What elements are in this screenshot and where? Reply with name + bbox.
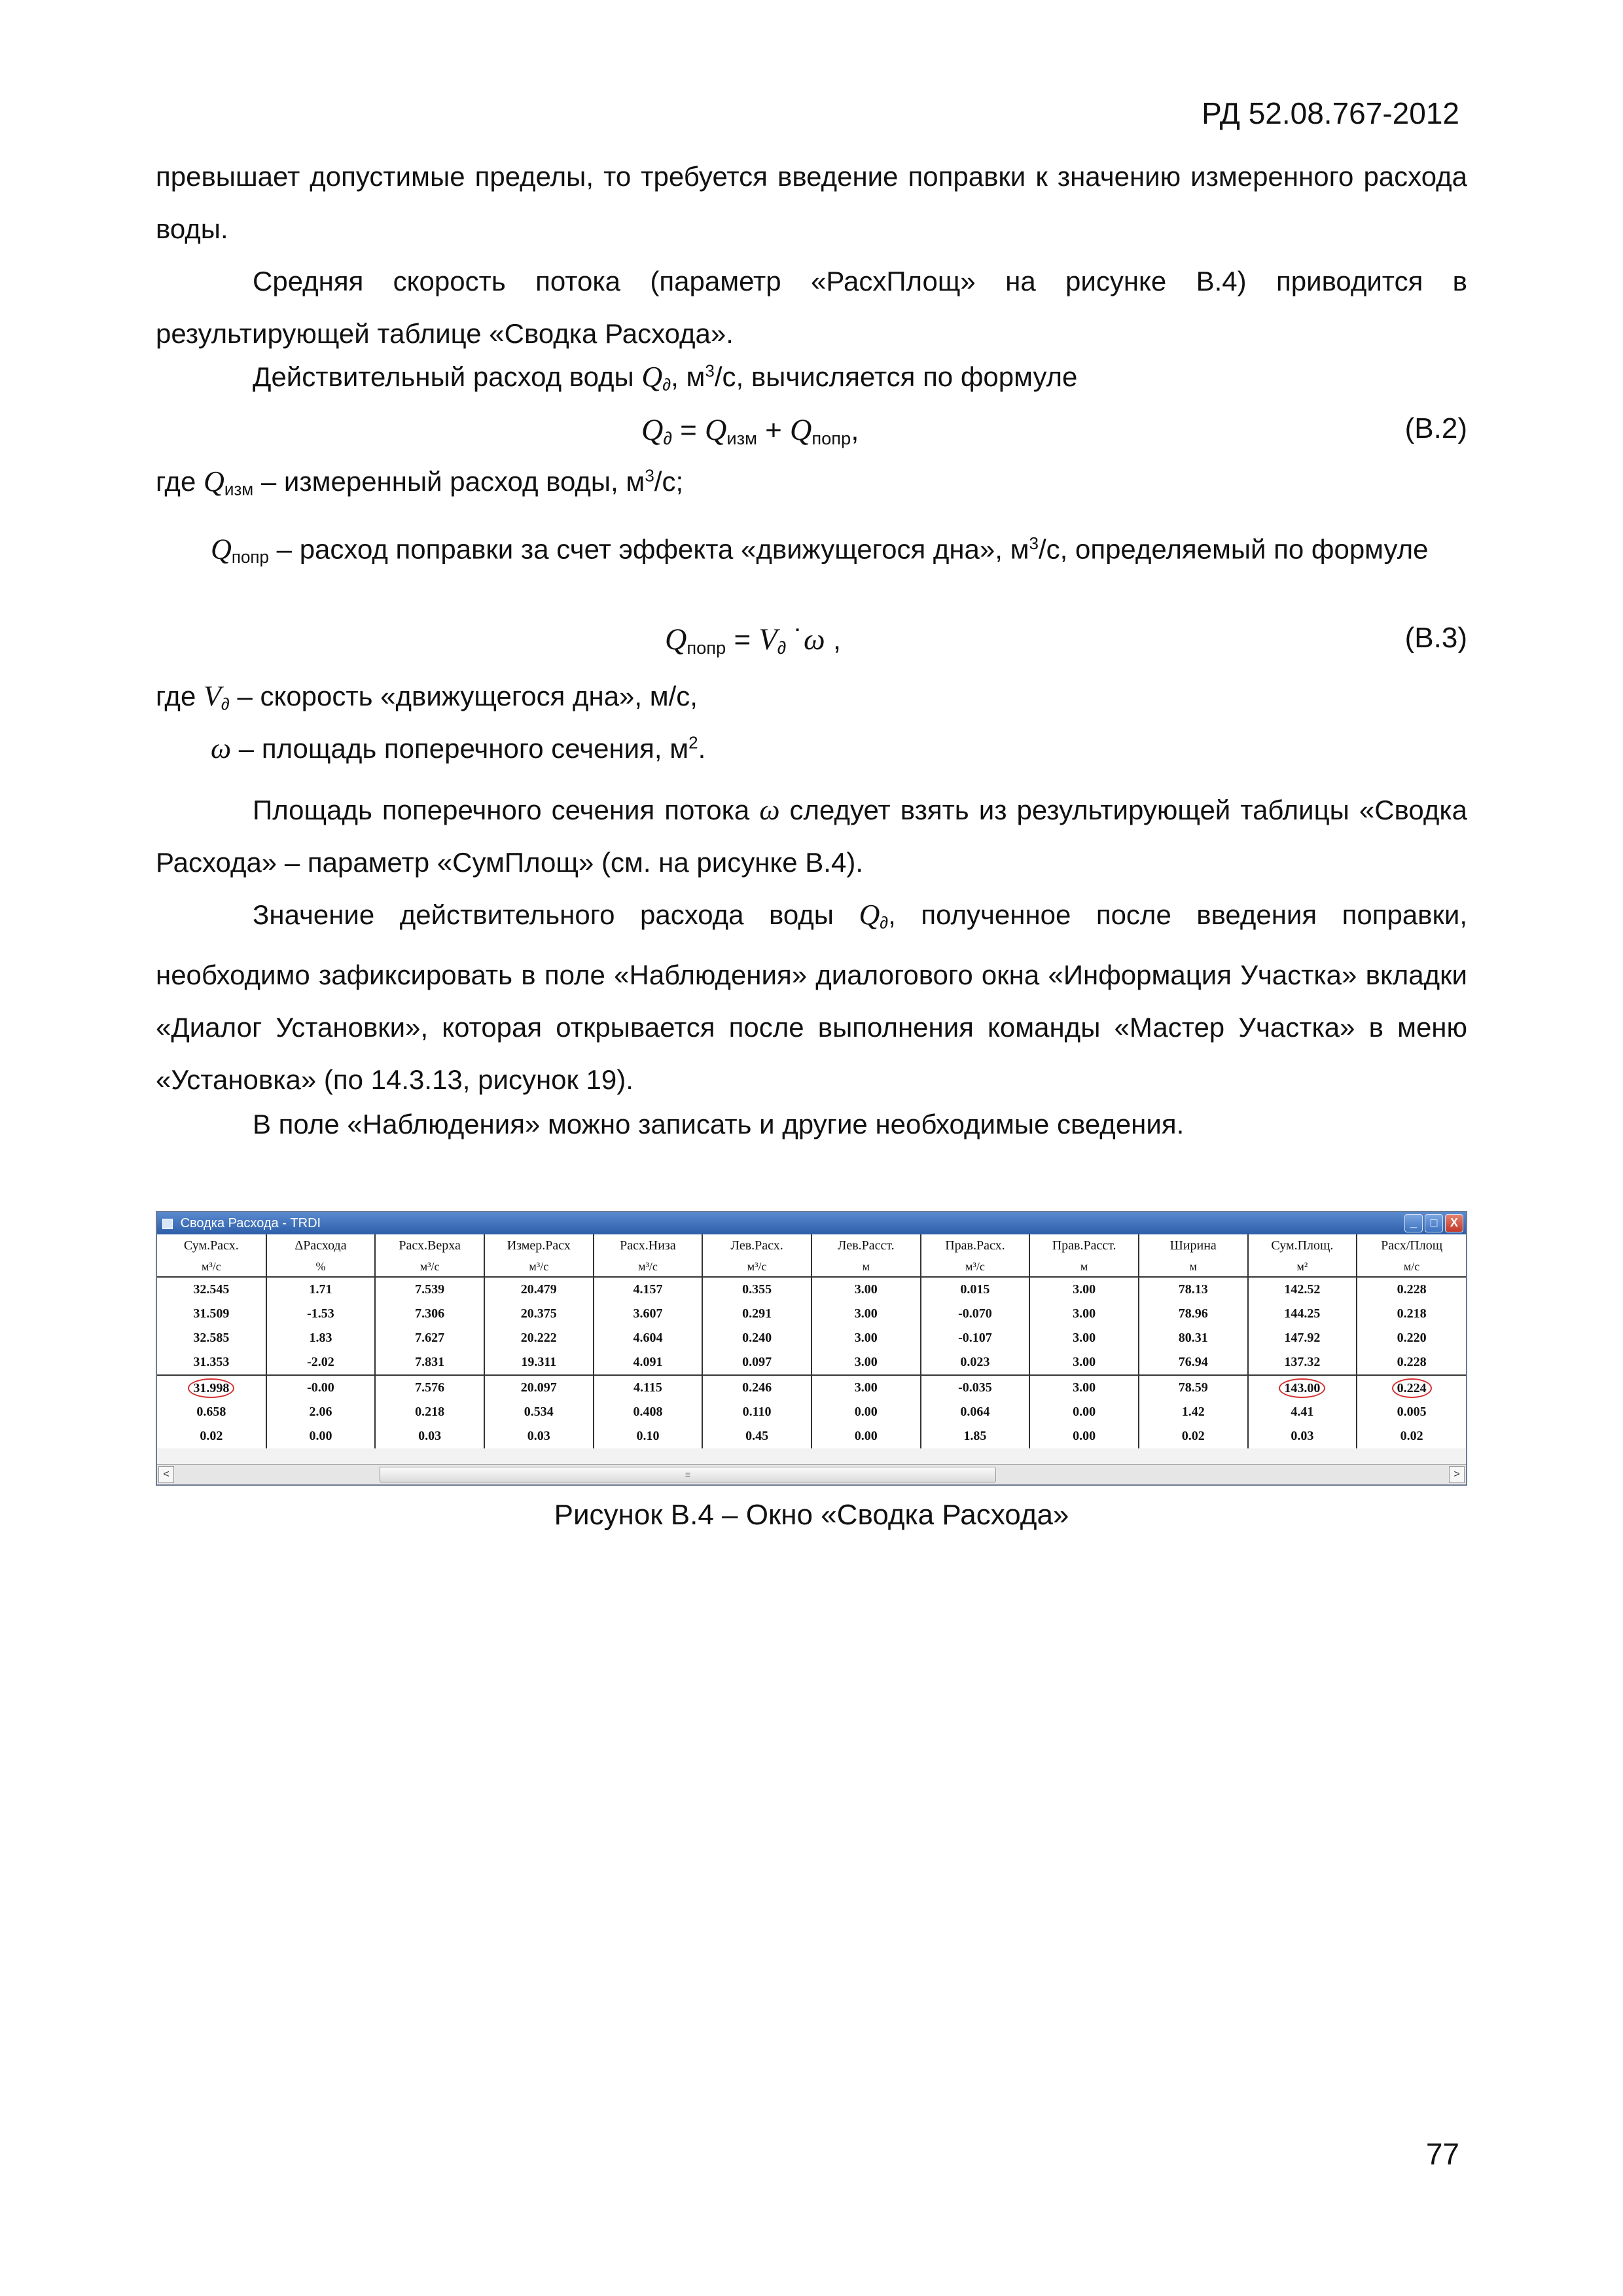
paragraph-1: превышает допустимые пределы, то требуется введение поправки к значению измеренного расхода воды.: [156, 161, 1467, 244]
table-cell: 3.00: [1029, 1375, 1139, 1400]
table-cell: 20.375: [484, 1302, 594, 1326]
table-cell: 19.311: [484, 1350, 594, 1375]
table-cell: 0.023: [921, 1350, 1030, 1375]
table-row: [157, 1277, 1466, 1302]
table-cell: 7.576: [375, 1375, 484, 1400]
table-cell: 0.291: [702, 1302, 812, 1326]
table-cell: 78.59: [1139, 1375, 1248, 1400]
column-unit: м³/с: [594, 1257, 703, 1277]
page-number: 77: [1425, 2137, 1459, 2171]
table-cell: 1.85: [921, 1424, 1030, 1448]
table-row: [157, 1424, 1466, 1448]
column-unit: м²: [1248, 1257, 1357, 1277]
table-cell: 78.96: [1139, 1302, 1248, 1326]
paragraph-2: Средняя скорость потока (параметр «РасхПлощ» на рисунке В.4) приводится в результирующей таблице «Сводка Расхода».: [156, 266, 1467, 349]
table-cell: 1.83: [266, 1326, 376, 1350]
table-cell: 0.00: [812, 1424, 921, 1448]
column-header: Сум.Площ.: [1248, 1234, 1357, 1257]
table-cell: 31.509: [193, 1306, 230, 1321]
column-header: ΔРасхода: [266, 1234, 376, 1257]
table-cell: -0.035: [921, 1375, 1030, 1400]
column-header: Измер.Расх: [484, 1234, 594, 1257]
table-row: [157, 1375, 1466, 1400]
table-cell: 0.064: [921, 1400, 1030, 1424]
window-titlebar[interactable]: [157, 1212, 1466, 1234]
table-cell: 3.00: [1029, 1326, 1139, 1350]
highlighted-value: 31.998: [188, 1378, 234, 1398]
column-unit: м³/с: [702, 1257, 812, 1277]
table-cell: 142.52: [1248, 1277, 1357, 1302]
header-row: [157, 1234, 1466, 1257]
table-cell: 80.31: [1139, 1326, 1248, 1350]
table-cell: 0.00: [1029, 1400, 1139, 1424]
column-header: Прав.Расх.: [921, 1234, 1030, 1257]
column-header: Лев.Расст.: [812, 1234, 921, 1257]
table-cell: 0.534: [484, 1400, 594, 1424]
column-header: Сум.Расх.: [183, 1238, 239, 1253]
table-cell: 144.25: [1248, 1302, 1357, 1326]
table-cell: 137.32: [1248, 1350, 1357, 1375]
table-cell: 0.408: [594, 1400, 703, 1424]
table-cell: 0.658: [196, 1405, 226, 1419]
paragraph-4: где $Q_{изм}$ – измеренный расход воды, $м^3/с$;: [156, 465, 684, 499]
horizontal-scrollbar[interactable]: [157, 1464, 1466, 1484]
table-cell: 0.218: [1357, 1302, 1466, 1326]
table-cell: -1.53: [266, 1302, 376, 1326]
units-row: [157, 1257, 1466, 1277]
column-unit: м: [1139, 1257, 1248, 1277]
column-unit: м³/с: [921, 1257, 1030, 1277]
table-cell: 0.005: [1357, 1400, 1466, 1424]
table-cell: 0.240: [702, 1326, 812, 1350]
table-cell: 76.94: [1139, 1350, 1248, 1375]
formula-b2-number: (В.2): [1404, 412, 1467, 444]
scroll-left-arrow-icon[interactable]: <: [158, 1466, 174, 1483]
table-cell: 7.306: [375, 1302, 484, 1326]
flow-summary-window: [156, 1211, 1467, 1486]
table-cell: 3.00: [1029, 1277, 1139, 1302]
formula-b3-number: (В.3): [1404, 622, 1467, 654]
table-cell: 3.00: [812, 1326, 921, 1350]
flow-summary-table: [157, 1234, 1466, 1448]
table-cell: -2.02: [266, 1350, 376, 1375]
table-cell: -0.00: [266, 1375, 376, 1400]
table-row: [157, 1326, 1466, 1350]
figure-caption: Рисунок В.4 – Окно «Сводка Расхода»: [554, 1499, 1069, 1531]
table-cell: 3.00: [812, 1277, 921, 1302]
table-cell: 20.097: [484, 1375, 594, 1400]
table-cell: [157, 1375, 266, 1400]
highlighted-value: 143.00: [1279, 1378, 1325, 1398]
table-row: [157, 1400, 1466, 1424]
scroll-grip-icon: ≡: [685, 1469, 691, 1480]
table-row: [157, 1350, 1466, 1375]
document-code-header: РД 52.08.767-2012: [1202, 96, 1459, 130]
scroll-thumb[interactable]: [380, 1467, 996, 1482]
table-cell: 0.02: [1139, 1424, 1248, 1448]
table-cell: 78.13: [1139, 1277, 1248, 1302]
table-cell: 0.355: [702, 1277, 812, 1302]
table-cell: 0.45: [702, 1424, 812, 1448]
table-cell: 147.92: [1248, 1326, 1357, 1350]
table-cell: 0.00: [812, 1400, 921, 1424]
table-cell: 4.157: [594, 1277, 703, 1302]
window-title: Сводка Расхода - TRDI: [180, 1216, 321, 1230]
maximize-button[interactable]: □: [1425, 1214, 1443, 1232]
table-cell: 0.220: [1357, 1326, 1466, 1350]
table-cell: 0.246: [702, 1375, 812, 1400]
column-unit: м: [812, 1257, 921, 1277]
table-cell: 0.228: [1357, 1350, 1466, 1375]
table-cell: 0.218: [375, 1400, 484, 1424]
formula-b3: $Q_{попр} = V_\partial$ ˙ω ,: [665, 622, 842, 658]
column-header: Расх/Площ: [1357, 1234, 1466, 1257]
close-button[interactable]: X: [1445, 1214, 1463, 1232]
column-header: Прав.Расст.: [1029, 1234, 1139, 1257]
table-cell: 0.03: [484, 1424, 594, 1448]
column-header: Расх.Низа: [594, 1234, 703, 1257]
formula-b2: $Q_\partial = Q_{изм} + Q_{попр}$,: [641, 413, 859, 448]
table-cell: 0.00: [266, 1424, 376, 1448]
table-cell: 0.03: [1248, 1424, 1357, 1448]
paragraph-9: Значение действительного расхода воды $Q_\partial$, полученное после введения поправки, необходимо зафиксировать в поле «Наблюдения» диалогового окна «Информация Участка» вкладки «Диалог Установки», которая открывается после выполнения команды «Мастер Участка» в меню «Установка» (по 14.3.13, рисунок 19).: [156, 899, 1467, 1095]
table-cell: 0.02: [1357, 1424, 1466, 1448]
paragraph-6: где $V_\partial$ – скорость «движущегося дна», м/с,: [156, 680, 698, 714]
paragraph-10: В поле «Наблюдения» можно записать и другие необходимые сведения.: [253, 1109, 1185, 1139]
table-row: [157, 1302, 1466, 1326]
table-cell: 20.479: [484, 1277, 594, 1302]
table-cell: 0.015: [921, 1277, 1030, 1302]
column-header: Расх.Верха: [375, 1234, 484, 1257]
table-cell: 4.115: [594, 1375, 703, 1400]
table-cell: 4.41: [1248, 1400, 1357, 1424]
column-header: Ширина: [1139, 1234, 1248, 1257]
table-cell: 0.097: [702, 1350, 812, 1375]
paragraph-8: Площадь поперечного сечения потока ω следует взять из результирующей таблицы «Сводка Расхода» – параметр «СумПлощ» (см. на рисунке В.4).: [156, 794, 1467, 878]
table-cell: 7.627: [375, 1326, 484, 1350]
table-cell: -0.070: [921, 1302, 1030, 1326]
table-cell: 1.71: [266, 1277, 376, 1302]
table-cell: [1357, 1375, 1466, 1400]
table-cell: 31.353: [193, 1355, 230, 1369]
column-unit: м³/с: [484, 1257, 594, 1277]
table-cell: 3.00: [812, 1375, 921, 1400]
minimize-button[interactable]: _: [1404, 1214, 1423, 1232]
table-cell: 3.607: [594, 1302, 703, 1326]
table-cell: 0.00: [1029, 1424, 1139, 1448]
paragraph-7: ω – площадь поперечного сечения, $м^2$.: [211, 732, 706, 764]
column-unit: м: [1029, 1257, 1139, 1277]
table-cell: 7.539: [375, 1277, 484, 1302]
table-cell: 0.228: [1357, 1277, 1466, 1302]
table-body: [157, 1277, 1466, 1448]
paragraph-5: $Q_{попр}$ – расход поправки за счет эффекта «движущегося дна», $м^3/с$, определяемый по формуле: [211, 533, 1429, 567]
table-cell: 4.604: [594, 1326, 703, 1350]
scroll-right-arrow-icon[interactable]: >: [1449, 1466, 1465, 1483]
highlighted-value: 0.224: [1392, 1378, 1432, 1398]
paragraph-3: Действительный расход воды $Q_\partial$, $м^3/с$, вычисляется по формуле: [253, 361, 1078, 395]
table-cell: 0.110: [702, 1400, 812, 1424]
app-icon: [162, 1219, 173, 1229]
table-cell: [1248, 1375, 1357, 1400]
table-cell: 0.03: [375, 1424, 484, 1448]
table-cell: 3.00: [1029, 1302, 1139, 1326]
table-cell: 3.00: [812, 1350, 921, 1375]
table-cell: 0.02: [200, 1429, 223, 1443]
column-unit: %: [266, 1257, 376, 1277]
table-cell: 32.545: [193, 1282, 230, 1297]
table-cell: 3.00: [1029, 1350, 1139, 1375]
table-cell: 4.091: [594, 1350, 703, 1375]
table-cell: 3.00: [812, 1302, 921, 1326]
table-cell: 0.10: [594, 1424, 703, 1448]
column-unit: м³/с: [157, 1257, 266, 1277]
table-cell: -0.107: [921, 1326, 1030, 1350]
table-cell: 1.42: [1139, 1400, 1248, 1424]
column-header: Лев.Расх.: [702, 1234, 812, 1257]
table-cell: 7.831: [375, 1350, 484, 1375]
table-cell: 2.06: [266, 1400, 376, 1424]
table-cell: 20.222: [484, 1326, 594, 1350]
column-unit: м³/с: [375, 1257, 484, 1277]
column-unit: м/с: [1357, 1257, 1466, 1277]
table-cell: 32.585: [193, 1331, 230, 1345]
